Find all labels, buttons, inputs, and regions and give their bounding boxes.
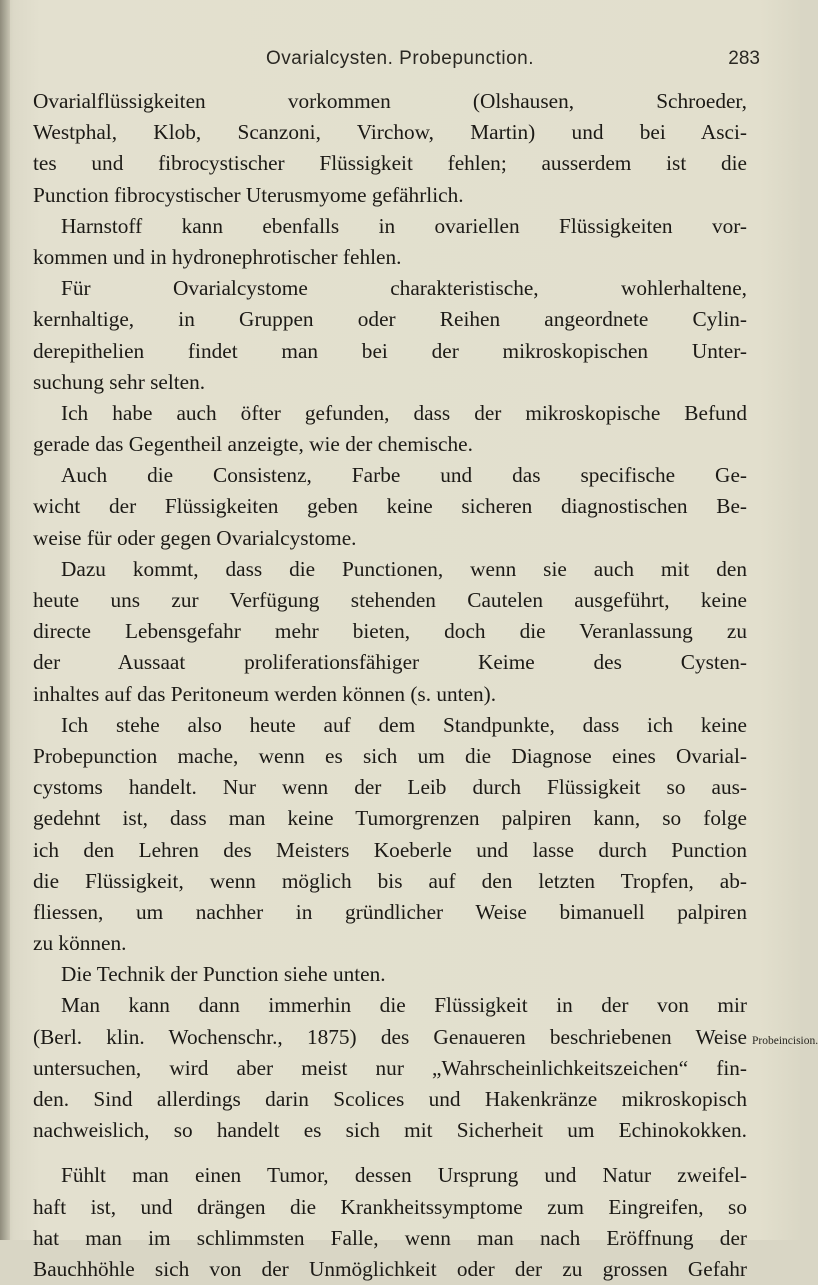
text-line: Westphal, Klob, Scanzoni, Virchow, Martin) und bei Asci- bbox=[33, 120, 747, 145]
text-line: ich den Lehren des Meisters Koeberle und lasse durch Punction bbox=[33, 837, 747, 862]
text-line: gedehnt ist, dass man keine Tumorgrenzen palpiren kann, so folge bbox=[33, 806, 747, 831]
text-line: (Berl. klin. Wochenschr., 1875) des Genaueren beschriebenen Weise bbox=[33, 1024, 747, 1049]
text-line: tes und fibrocystischer Flüssigkeit fehlen; ausserdem ist die bbox=[33, 151, 747, 176]
text-line: den. Sind allerdings darin Scolices und Hakenkränze mikroskopisch bbox=[33, 1087, 747, 1111]
text-line: Ovarialflüssigkeiten vorkommen (Olshausen, Schroeder, bbox=[33, 89, 747, 113]
paragraph-gap bbox=[33, 1146, 747, 1160]
text-line: nachweislich, so handelt es sich mit Sicherheit um Echinokokken. bbox=[33, 1118, 747, 1143]
text-line: weise für oder gegen Ovarialcystome. bbox=[33, 525, 357, 550]
text-line: Ich habe auch öfter gefunden, dass der mikroskopische Befund bbox=[61, 400, 747, 425]
text-line: directe Lebensgefahr mehr bieten, doch die Veranlassung zu bbox=[33, 619, 747, 644]
text-line: Man kann dann immerhin die Flüssigkeit in der von mir bbox=[61, 993, 747, 1018]
body-text bbox=[33, 86, 747, 1285]
text-line: gerade das Gegentheil anzeigte, wie der chemische. bbox=[33, 432, 473, 457]
text-line: heute uns zur Verfügung stehenden Cautelen ausgeführt, keine bbox=[33, 588, 747, 612]
text-line: wicht der Flüssigkeiten geben keine sicheren diagnostischen Be- bbox=[33, 494, 747, 519]
text-line: Für Ovarialcystome charakteristische, wohlerhaltene, bbox=[61, 276, 747, 301]
text-line: Probepunction mache, wenn es sich um die Diagnose eines Ovarial- bbox=[33, 743, 747, 768]
page-binding-edge bbox=[0, 0, 10, 1240]
text-line: kommen und in hydronephrotischer fehlen. bbox=[33, 244, 402, 269]
page-number: 283 bbox=[728, 48, 760, 69]
text-line: cystoms handelt. Nur wenn der Leib durch Flüssigkeit so aus- bbox=[33, 775, 747, 800]
text-line: suchung sehr selten. bbox=[33, 369, 206, 394]
text-line: die Flüssigkeit, wenn möglich bis auf den letzten Tropfen, ab- bbox=[33, 868, 747, 893]
text-line: zu können. bbox=[33, 931, 127, 956]
text-line: Harnstoff kann ebenfalls in ovariellen Flüssigkeiten vor- bbox=[61, 213, 747, 238]
text-line: kernhaltige, in Gruppen oder Reihen angeordnete Cylin- bbox=[33, 307, 747, 332]
text-line: haft ist, und drängen die Krankheitssymptome zum Eingreifen, so bbox=[33, 1194, 747, 1219]
text-line: Bauchhöhle sich von der Unmöglichkeit oder der zu grossen Gefahr bbox=[33, 1256, 747, 1281]
text-line: Ich stehe also heute auf dem Standpunkte, dass ich keine bbox=[61, 712, 747, 737]
text-line: untersuchen, wird aber meist nur „Wahrscheinlichkeitszeichen“ fin- bbox=[33, 1055, 747, 1080]
page-header bbox=[40, 48, 760, 78]
text-line: Punction fibrocystischer Uterusmyome gefährlich. bbox=[33, 182, 464, 207]
text-line: inhaltes auf das Peritoneum werden können (s. unten). bbox=[33, 681, 497, 706]
margin-note: Probeincision. bbox=[752, 1035, 818, 1047]
running-title: Ovarialcysten. Probepunction. bbox=[266, 48, 534, 69]
text-line: hat man im schlimmsten Falle, wenn man nach Eröffnung der bbox=[33, 1225, 747, 1250]
text-line: der Aussaat proliferationsfähiger Keime des Cysten- bbox=[33, 650, 747, 675]
text-line: Dazu kommt, dass die Punctionen, wenn sie auch mit den bbox=[61, 556, 747, 581]
text-line: fliessen, um nachher in gründlicher Weise bimanuell palpiren bbox=[33, 899, 747, 924]
text-line: Die Technik der Punction siehe unten. bbox=[61, 962, 386, 987]
text-line: derepithelien findet man bei der mikroskopischen Unter- bbox=[33, 338, 747, 363]
text-line: Auch die Consistenz, Farbe und das specifische Ge- bbox=[61, 463, 747, 488]
text-line: Fühlt man einen Tumor, dessen Ursprung und Natur zweifel- bbox=[61, 1163, 747, 1188]
